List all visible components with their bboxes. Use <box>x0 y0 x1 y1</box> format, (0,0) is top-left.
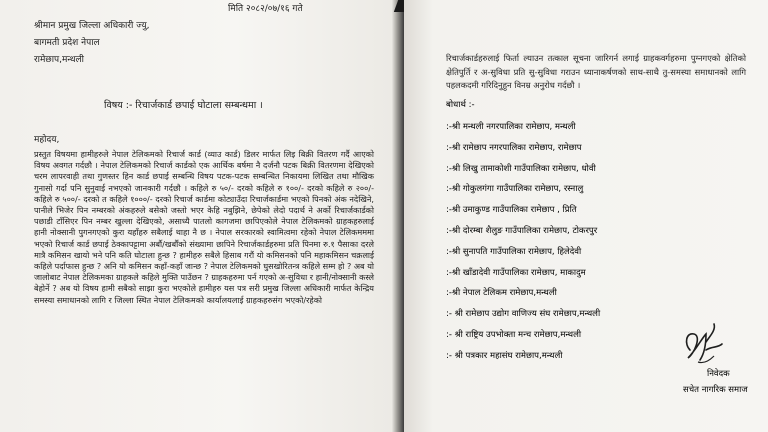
recipient-line-2: बागमती प्रदेश नेपाल <box>34 38 100 48</box>
letter-body: प्रस्तुत विषयमा हामीहरुले नेपाल टेलिकमको रिचार्ज कार्ड (व्याउ कार्ड) डिलर मार्फत लिइ बिक्री वितरण गर्दै आएको विषय अवगत गर्दछौ । नेपाल टेलिकमको रिचार्ज कार्डको एक आर्थिक बर्षमा नै दर्जनौ पटक बिक्री वितरणमा देखिएको चरम लापरवाही तथा गुणस्तर हिन कार्ड छपाई सम्बन्धि विषय पटक-पटक सम्बन्धित निकायमा लिखित तथा मौखिक गुनासो गर्दा पनि सुनुवाई नभएको जानकारी गर्दछौ । कहिले रु ५०/- दरको कहिले रु १००/- दरको कहिले रु २००/- कहिले रु ५००/- दरको त कहिले १०००/- दरको रिचार्ज कार्डमा कोट्याउँदा रिचार्जकार्डमा भएको पिनको अंक नदेखिने, पानीले भिजेर पिन नम्बरको अंकहरुले बसेको जस्तो भएर केहि नबुझिने, छेपेको लेदो पदार्थ ने अर्को रिचार्जकार्डको पछाडी टाँसिएर पिन नम्बर खुल्ला देखिएको, असाध्यै पातलो कागजमा छापिएकोले नेपाल टेलिकमको ग्राहकहरुलाई हानी नोक्सानी पुगनगएको कुरा यहाँहरु सबैलाई थाहा नै छ । नेपाल सरकारको स्वामित्वमा रहेको नेपाल टेलिकमममा भएको रिचार्ज कार्ड छपाई ठेक्कापट्टामा अर्बौ/खर्बौंको संख्यामा छापिने रिचार्जकार्डहरुमा प्रति पिनमा रु.१ पैसाका दरले मात्रै कमिसन खायो भने पनि कति घोटाला हुन्छ ? हामीहरु सबैले हिसाब गरौं यो कमिसनको पनि महाकमिसन चक्रलाई कहिले पर्दाफास हुन्छ ? अनि यो कमिसन कहाँ-कहाँ जान्छ ? नेपाल टेलिकमको घुसखोरितन्त्र कहिले सम्म हो ? अब यो जालोबाट नेपाल टेलिकमका ग्राहकले कहिले मुक्ति पाउँछन ? ग्राहकहरुमा पर्न गएको अ-सुविधा र हानी/नोक्सानी कस्ले बेहोर्ने ? अब यो विषय हामी सबैको साझा कुरा भएकोले हामीहरु यस पत्र सरी प्रमुख जिल्ला अधिकारी मार्फत केन्द्रिय समस्या समाधानको लागि र जिल्ला स्थित नेपाल टेलिकमको कार्यालयलाई ग्राहकहरुसंग भएको/रहेको <box>34 149 374 305</box>
cc-item: :-श्री मन्थली नगरपालिका रामेछाप, मन्थली <box>446 122 576 132</box>
recipient-line-3: रामेछाप,मन्थली <box>34 55 84 65</box>
cc-item: :-श्री लिखु तामाकोशी गाउँपालिका रामेछाप, धोवी <box>446 163 596 174</box>
letter-salutation: महोदय, <box>34 135 60 145</box>
cc-item: :-श्री खाँडादेवी गाउँपालिका रामेछाप, माकादुम <box>446 267 586 278</box>
cc-item: :-श्री सुनापति गाउँपालिका रामेछाप, हिलेदेवी <box>446 246 582 257</box>
book-gutter <box>392 0 404 432</box>
cc-item: :- श्री रामेछाप उद्योग वाणिज्य संघ रामेछाप,मन्थली <box>446 309 601 320</box>
cc-item: :-श्री गोकुलगंगा गाउँपालिका रामेछाप, रस्नालु <box>446 184 584 195</box>
signature-icon <box>676 320 728 372</box>
letter-date: मिति २०८२/०७/१६ गते <box>228 4 303 14</box>
cc-title: बोधार्थ :- <box>446 100 475 110</box>
cc-item: :-श्री दोरम्बा शैलुङ गाउँपालिका रामेछाप, टोकरपुर <box>446 225 598 236</box>
cc-item: :- श्री राष्ट्रिय उपभोक्ता मन्च रामेछाप,मन्थली <box>446 329 582 340</box>
cc-item: :-श्री उमाकुण्ड गाउँपालिका रामेछाप , प्रिति <box>446 205 577 216</box>
recipient-line-1: श्रीमान प्रमुख जिल्ला अधिकारी ज्यु, <box>34 21 150 31</box>
signer-label: निवेदक <box>707 369 730 379</box>
organization-name: सचेत नागरिक समाज <box>683 385 748 395</box>
cc-item: :-श्री रामेछाप नगरपालिका रामेछाप, रामेछाप <box>446 142 582 153</box>
cc-item: :-श्री नेपाल टेलिकम रामेछाप,मन्थली <box>446 288 557 299</box>
letter-subject: विषय :- रिचार्जकार्ड छपाई घोटाला सम्बन्धमा । <box>104 100 263 111</box>
cc-list <box>446 121 600 371</box>
cc-item: :- श्री पत्रकार महासंघ रामेछाप,मन्थली <box>446 350 563 361</box>
letter-body-continuation: रिचार्जकार्डहरुलाई फिर्ता ल्याउन तत्काल सूचना जारिगर्न लगाई ग्राहकवर्गहरुमा पुग्नगएको क्षेतिको क्षेतिपुर्ति र अ-सुविधा प्रति सु-सुविधा गराउन ध्यानाकर्षणको साथ-साथै तु-समस्या समाधानको लागि पहलकदमी गरिदिनुहुन विनम्र अनुरोध गर्दछौ । <box>446 53 746 90</box>
